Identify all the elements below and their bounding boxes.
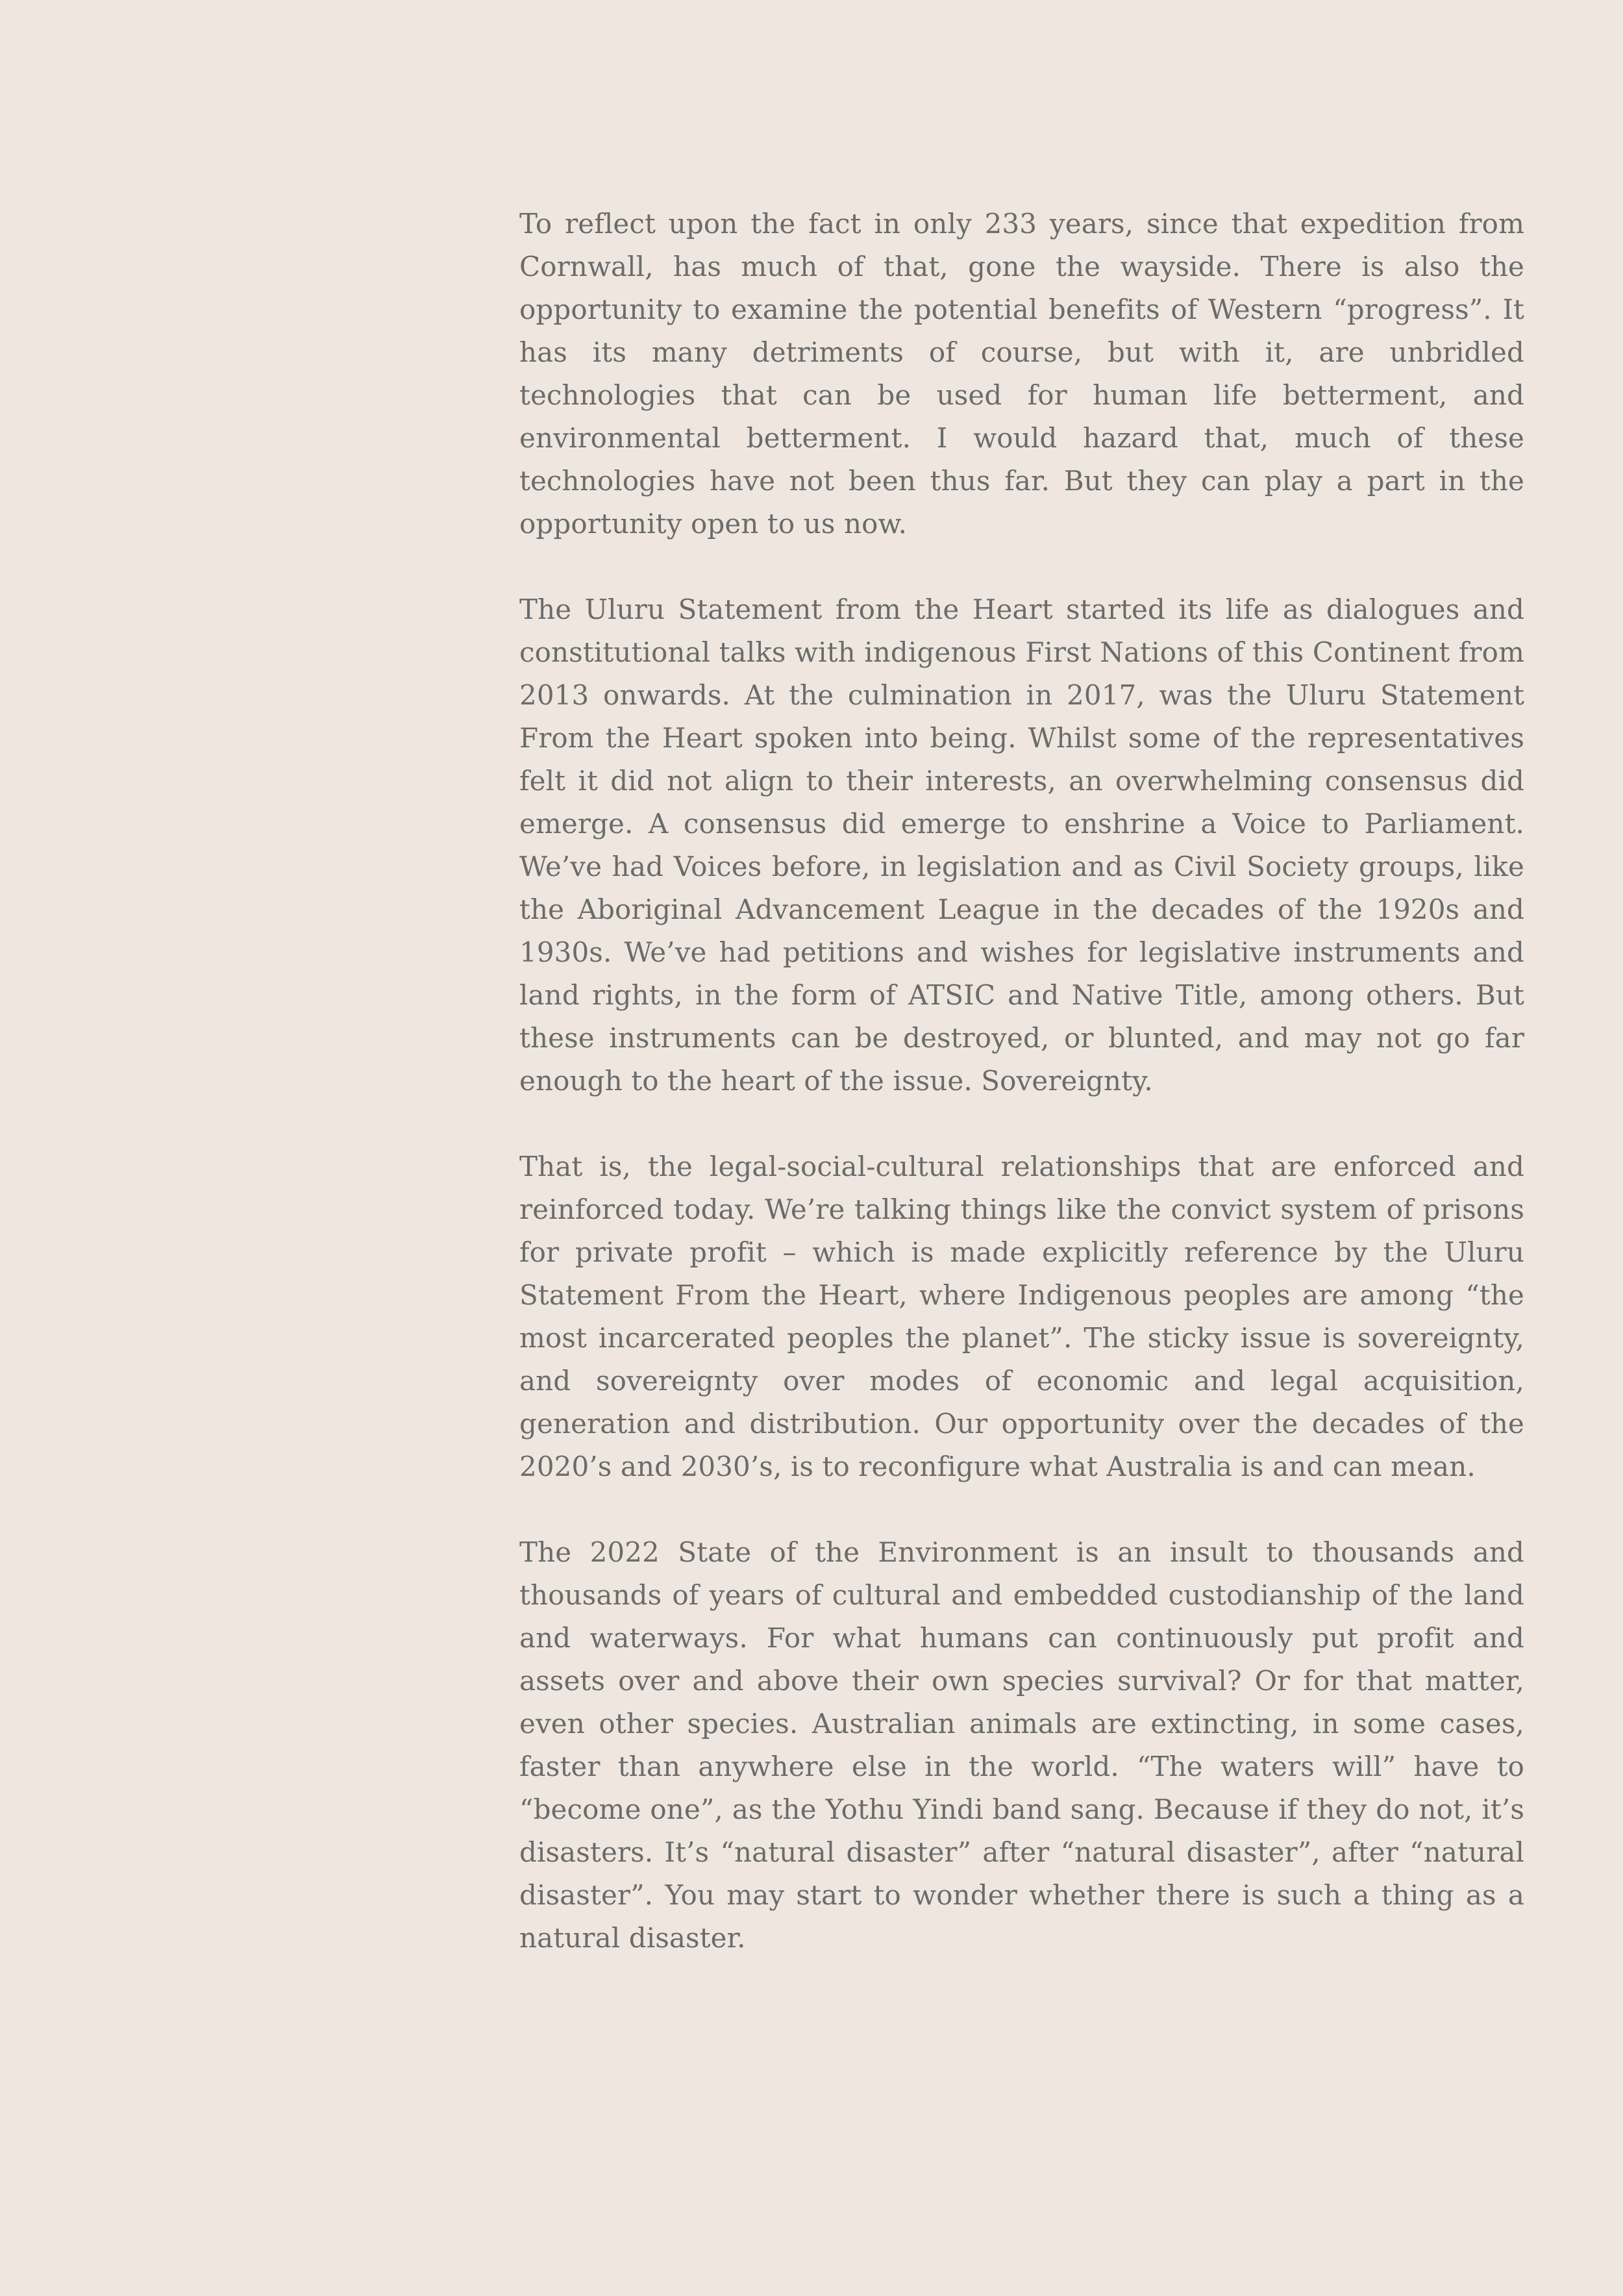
paragraph-4: The 2022 State of the Environment is an insult to thousands and thousands of years of cultural and embedded custodianship of the land and waterways. For what humans can continuously put profit and assets over and above their own species survival? Or for that matter, even other species. Australian animals are extincting, in some cases, faster than anywhere else in the world. “The waters will” have to “become one”, as the Yothu Yindi band sang. Because if they do not, it’s disasters. It’s “natural disaster” after “natural disaster”, after “natural disaster”. You may start to wonder whether there is such a thing as a natural disaster. — [519, 1536, 1524, 1954]
paragraph-2: The Uluru Statement from the Heart started its life as dialogues and constitutional talks with indigenous First Nations of this Continent from 2013 onwards. At the culmination in 2017, was the Uluru Statement From the Heart spoken into being. Whilst some of the representatives felt it did not align to their interests, an overwhelming consensus did emerge. A consensus did emerge to enshrine a Voice to Parliament. We’ve had Voices before, in legislation and as Civil Society groups, like the Aboriginal Advancement League in the decades of the 1920s and 1930s. We’ve had petitions and wishes for legislative instruments and land rights, in the form of ATSIC and Native Title, among others. But these instruments can be destroyed, or blunted, and may not go far enough to the heart of the issue. Sovereignty. — [519, 593, 1524, 1097]
paragraph-1: To reflect upon the fact in only 233 years, since that expedition from Cornwall, has much of that, gone the wayside. There is also the opportunity to examine the potential benefits of Western “progress”. It has its many detriments of course, but with it, are unbridled technologies that can be used for human life betterment, and environmental betterment. I would hazard that, much of these technologies have not been thus far. But they can play a part in the opportunity open to us now. — [519, 208, 1524, 540]
body-text-column — [519, 203, 1524, 2003]
paragraph-3: That is, the legal-social-cultural relationships that are enforced and reinforced today. We’re talking things like the convict system of prisons for private profit – which is made explicitly reference by the Uluru Statement From the Heart, where Indigenous peoples are among “the most incarcerated peoples the planet”. The sticky issue is sovereignty, and sovereignty over modes of economic and legal acquisition, generation and distribution. Our opportunity over the decades of the 2020’s and 2030’s, is to reconfigure what Australia is and can mean. — [519, 1151, 1524, 1482]
